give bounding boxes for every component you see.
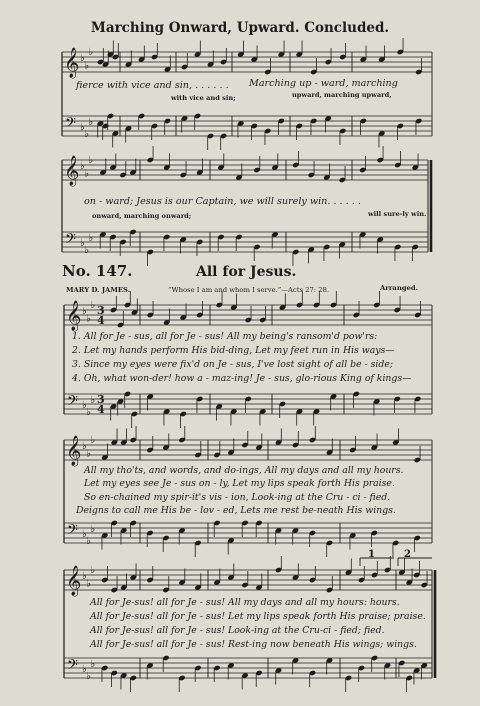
verse-1-line-2: All my tho'ts, and words, and do-ings, All my days and all my hours. <box>84 465 404 476</box>
time-signature-digit: 3 <box>97 304 105 317</box>
bass-clef-icon: 𝄢 <box>67 657 78 677</box>
flat-icon: ♭ <box>82 571 87 582</box>
bass-clef-icon: 𝄢 <box>67 522 78 542</box>
lyric-line-1-right: Marching up - ward, marching <box>249 78 398 89</box>
flat-icon: ♭ <box>90 435 96 446</box>
flat-icon: ♭ <box>80 238 85 249</box>
refrain-line-2: All for Je-sus! all for Je - sus! Let my lips speak forth His praise; praise. <box>90 611 426 622</box>
time-signature-digit: 4 <box>97 314 105 327</box>
arranger: Arranged. <box>380 284 418 292</box>
bass-cue-2a: onward, marching onward; <box>92 212 192 220</box>
hymn-number: No. 147. <box>62 262 133 280</box>
flat-icon: ♭ <box>82 400 87 411</box>
concluded-title: Marching Onward, Upward. Concluded. <box>90 20 390 36</box>
bass-cue-2b: will sure-ly win. <box>368 210 427 218</box>
time-signature-digit: 4 <box>97 403 105 416</box>
flat-icon: ♭ <box>80 122 85 133</box>
flat-icon: ♭ <box>84 168 89 180</box>
treble-clef-icon: 𝄞 <box>66 436 82 466</box>
verse-2-line-1: 2. Let my hands perform His bid-ding, Let my feet run in His ways— <box>72 345 395 356</box>
treble-clef-icon: 𝄞 <box>64 156 80 186</box>
flat-icon: ♭ <box>82 306 87 317</box>
refrain-line-1: All for Je-sus! all for Je - sus! All my days and all my hours: hours. <box>90 597 400 608</box>
flat-icon: ♭ <box>80 53 85 64</box>
bass-clef-icon: 𝄢 <box>65 115 76 135</box>
treble-clef-icon: 𝄞 <box>64 48 80 78</box>
verse-4-line-1: 4. Oh, what won-der! how a - maz-ing! Je - sus, glo-rious King of kings— <box>72 373 412 384</box>
verse-2-line-2: Let my eyes see Je - sus on - ly, Let my lips speak forth His praise. <box>84 478 395 489</box>
author: MARY D. JAMES. <box>66 286 131 294</box>
treble-clef-icon: 𝄞 <box>66 566 82 596</box>
flat-icon: ♭ <box>86 407 91 418</box>
verse-3-line-2: So en-chained my spir-it's vis - ion, Look-ing at the Cru - ci - fied. <box>84 492 391 503</box>
flat-icon: ♭ <box>88 233 94 244</box>
verse-4-line-2: Deigns to call me His be - lov - ed, Lets me rest be-neath His wings. <box>76 505 396 516</box>
flat-icon: ♭ <box>82 441 87 452</box>
flat-icon: ♭ <box>86 578 91 590</box>
flat-icon: ♭ <box>86 313 91 325</box>
flat-icon: ♭ <box>84 60 89 72</box>
flat-icon: ♭ <box>86 448 91 460</box>
flat-icon: ♭ <box>84 129 89 140</box>
flat-icon: ♭ <box>88 117 94 128</box>
flat-icon: ♭ <box>88 47 94 58</box>
refrain-line-4: All for Je-sus! all for Je - sus! Rest-ing now beneath His wings; wings. <box>90 639 417 650</box>
lyric-line-1-left: fierce with vice and sin, . . . . . . <box>76 80 229 91</box>
treble-clef-icon: 𝄞 <box>66 301 82 331</box>
bass-clef-icon: 𝄢 <box>67 393 78 413</box>
flat-icon: ♭ <box>90 524 96 535</box>
flat-icon: ♭ <box>82 664 87 675</box>
verse-3-line-1: 3. Since my eyes were fix'd on Je - sus, I've lost sight of all be - side; <box>72 359 393 370</box>
flat-icon: ♭ <box>86 536 91 547</box>
second-ending-number: 2 <box>404 549 411 560</box>
lyric-line-2: on - ward; Jesus is our Captain, we will surely win. . . . . . <box>84 196 361 207</box>
bass-clef-icon: 𝄢 <box>65 231 76 251</box>
flat-icon: ♭ <box>80 161 85 172</box>
epigraph: “Whose I am and whom I serve.”—Acts 27: 28. <box>168 286 330 294</box>
time-signature-digit: 3 <box>97 393 105 406</box>
flat-icon: ♭ <box>84 245 89 256</box>
hymn-title: All for Jesus. <box>196 264 297 280</box>
flat-icon: ♭ <box>86 671 91 682</box>
refrain-line-3: All for Je-sus! all for Je - sus! Look-ing at the Cru-ci - fied; fied. <box>90 625 385 636</box>
bass-cue-1a: with vice and sin; <box>171 94 236 102</box>
flat-icon: ♭ <box>90 565 96 576</box>
flat-icon: ♭ <box>90 395 96 406</box>
flat-icon: ♭ <box>90 659 96 670</box>
flat-icon: ♭ <box>82 529 87 540</box>
flat-icon: ♭ <box>90 300 96 311</box>
flat-icon: ♭ <box>88 155 94 166</box>
first-ending-number: 1 <box>368 549 375 560</box>
verse-1-line-1: 1. All for Je - sus, all for Je - sus! All my being's ransom'd pow'rs: <box>72 331 378 342</box>
bass-cue-1b: upward, marching upward, <box>292 91 392 99</box>
